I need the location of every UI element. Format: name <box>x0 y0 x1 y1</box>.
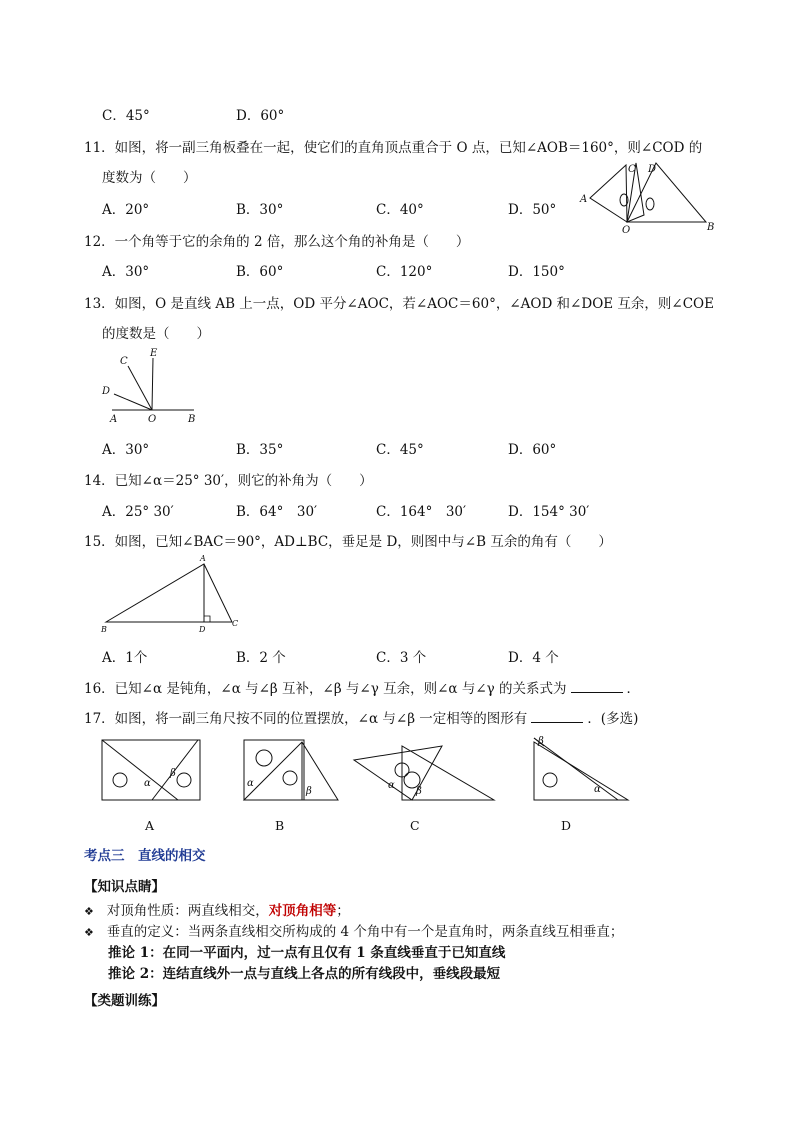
q15-label-c: C <box>232 619 239 628</box>
q14-option-d: D．154° 30′ <box>508 504 590 520</box>
q17b-beta: β <box>306 786 312 797</box>
q11-option-c: C．40° <box>376 202 424 218</box>
q17a-alpha: α <box>144 778 151 789</box>
corollary-2: 推论 2：连结直线外一点与直线上各点的所有线段中，垂线段最短 <box>108 966 501 982</box>
q17-line <box>84 707 638 727</box>
q10-option-c: C．45° <box>102 108 150 124</box>
q13-option-b: B．35° <box>236 442 284 458</box>
q13-label-d: D <box>102 386 111 397</box>
q17-caption-b: B <box>275 818 285 833</box>
knowledge-item-1 <box>84 899 350 919</box>
q11-stem-2: 度数为（ ） <box>102 170 197 186</box>
q11-stem: 11．如图，将一副三角板叠在一起，使它们的直角顶点重合于 O 点，已知∠AOB＝160°，则∠COD 的 <box>84 140 703 156</box>
q16-line <box>84 677 640 697</box>
q12-option-d: D．150° <box>508 264 565 280</box>
q13-label-c: C <box>120 356 128 367</box>
q11-option-d: D．50° <box>508 202 557 218</box>
q13-stem-2: 的度数是（ ） <box>102 326 210 342</box>
q15-label-b: B <box>101 625 107 634</box>
q17d-alpha: α <box>594 784 601 795</box>
q17-figure-a <box>100 738 204 804</box>
q17-figure-d <box>530 734 634 804</box>
q11-option-b: B．30° <box>236 202 284 218</box>
k1-highlight: 对顶角相等 <box>268 903 337 919</box>
q15-figure <box>98 552 248 636</box>
knowledge-title: 【知识点睛】 <box>84 879 165 895</box>
q15-label-a: A <box>200 554 206 563</box>
q17c-beta: β <box>416 786 422 797</box>
q14-option-c: C．164° 30′ <box>376 504 467 520</box>
q17a-beta: β <box>170 768 176 779</box>
q17d-beta: β <box>538 736 544 747</box>
q17-figure-c <box>352 742 500 804</box>
q12-option-c: C．120° <box>376 264 433 280</box>
corollary-1: 推论 1：在同一平面内，过一点有且仅有 1 条直线垂直于已知直线 <box>108 945 506 961</box>
q17-caption-d: D <box>561 818 572 833</box>
practice-title: 【类题训练】 <box>84 993 165 1009</box>
q17-figure-b <box>242 738 342 804</box>
q10-option-d: D．60° <box>236 108 285 124</box>
q15-option-a: A．1个 <box>102 650 148 666</box>
q17-caption-a: A <box>145 818 155 833</box>
q12-option-a: A．30° <box>102 264 150 280</box>
q15-stem: 15．如图，已知∠BAC＝90°，AD⊥BC，垂足是 D，则图中与∠B 互余的角有（ ） <box>84 534 612 550</box>
q11-label-d: D <box>648 164 657 175</box>
q15-option-d: D．4 个 <box>508 650 559 666</box>
q13-figure <box>98 344 208 426</box>
q16-answer-blank[interactable] <box>571 680 623 693</box>
k2-text: 垂直的定义：当两条直线相交所构成的 4 个角中有一个是直角时，两条直线互相垂直； <box>106 924 624 940</box>
q17b-alpha: α <box>247 778 254 789</box>
bullet-icon: ❖ <box>84 905 94 918</box>
q15-label-d: D <box>199 625 206 634</box>
q13-stem: 13．如图，O 是直线 AB 上一点，OD 平分∠AOC，若∠AOC＝60°，∠AOD 和∠DOE 互余，则∠COE <box>84 296 714 312</box>
q17-answer-blank[interactable] <box>531 710 583 723</box>
q13-label-a: A <box>110 414 118 425</box>
q13-option-c: C．45° <box>376 442 424 458</box>
k1-text: 对顶角性质：两直线相交， <box>106 903 269 919</box>
q11-option-a: A．20° <box>102 202 150 218</box>
q13-label-b: B <box>188 414 196 425</box>
q12-option-b: B．60° <box>236 264 284 280</box>
q11-label-c: C <box>628 164 636 175</box>
q16-end: ． <box>626 681 640 697</box>
q14-option-b: B．64° 30′ <box>236 504 318 520</box>
k1-end: ； <box>336 903 350 919</box>
q15-option-b: B．2 个 <box>236 650 286 666</box>
bullet-icon: ❖ <box>84 926 94 939</box>
q11-label-a: A <box>580 194 588 205</box>
q13-option-a: A．30° <box>102 442 150 458</box>
q11-label-b: B <box>707 222 715 233</box>
section-title: 考点三 直线的相交 <box>84 848 206 864</box>
q13-option-d: D．60° <box>508 442 557 458</box>
q16-stem: 16．已知∠α 是钝角，∠α 与∠β 互补，∠β 与∠γ 互余，则∠α 与∠γ 的关系式为 <box>84 681 567 697</box>
q11-figure <box>576 160 716 235</box>
q14-stem: 14．已知∠α＝25° 30′，则它的补角为（ ） <box>84 473 373 489</box>
q17-caption-c: C <box>410 818 420 833</box>
q13-label-o: O <box>148 414 157 425</box>
q17-stem: 17．如图，将一副三角尺按不同的位置摆放，∠α 与∠β 一定相等的图形有 <box>84 711 528 727</box>
q13-label-e: E <box>150 348 158 359</box>
q15-option-c: C．3 个 <box>376 650 427 666</box>
knowledge-item-2 <box>84 920 623 940</box>
q17-end: ．(多选) <box>587 711 639 727</box>
q12-stem: 12．一个角等于它的余角的 2 倍，那么这个角的补角是（ ） <box>84 234 470 250</box>
q14-option-a: A．25° 30′ <box>102 504 174 520</box>
q17c-alpha: α <box>388 780 395 791</box>
q11-label-o: O <box>622 225 631 236</box>
